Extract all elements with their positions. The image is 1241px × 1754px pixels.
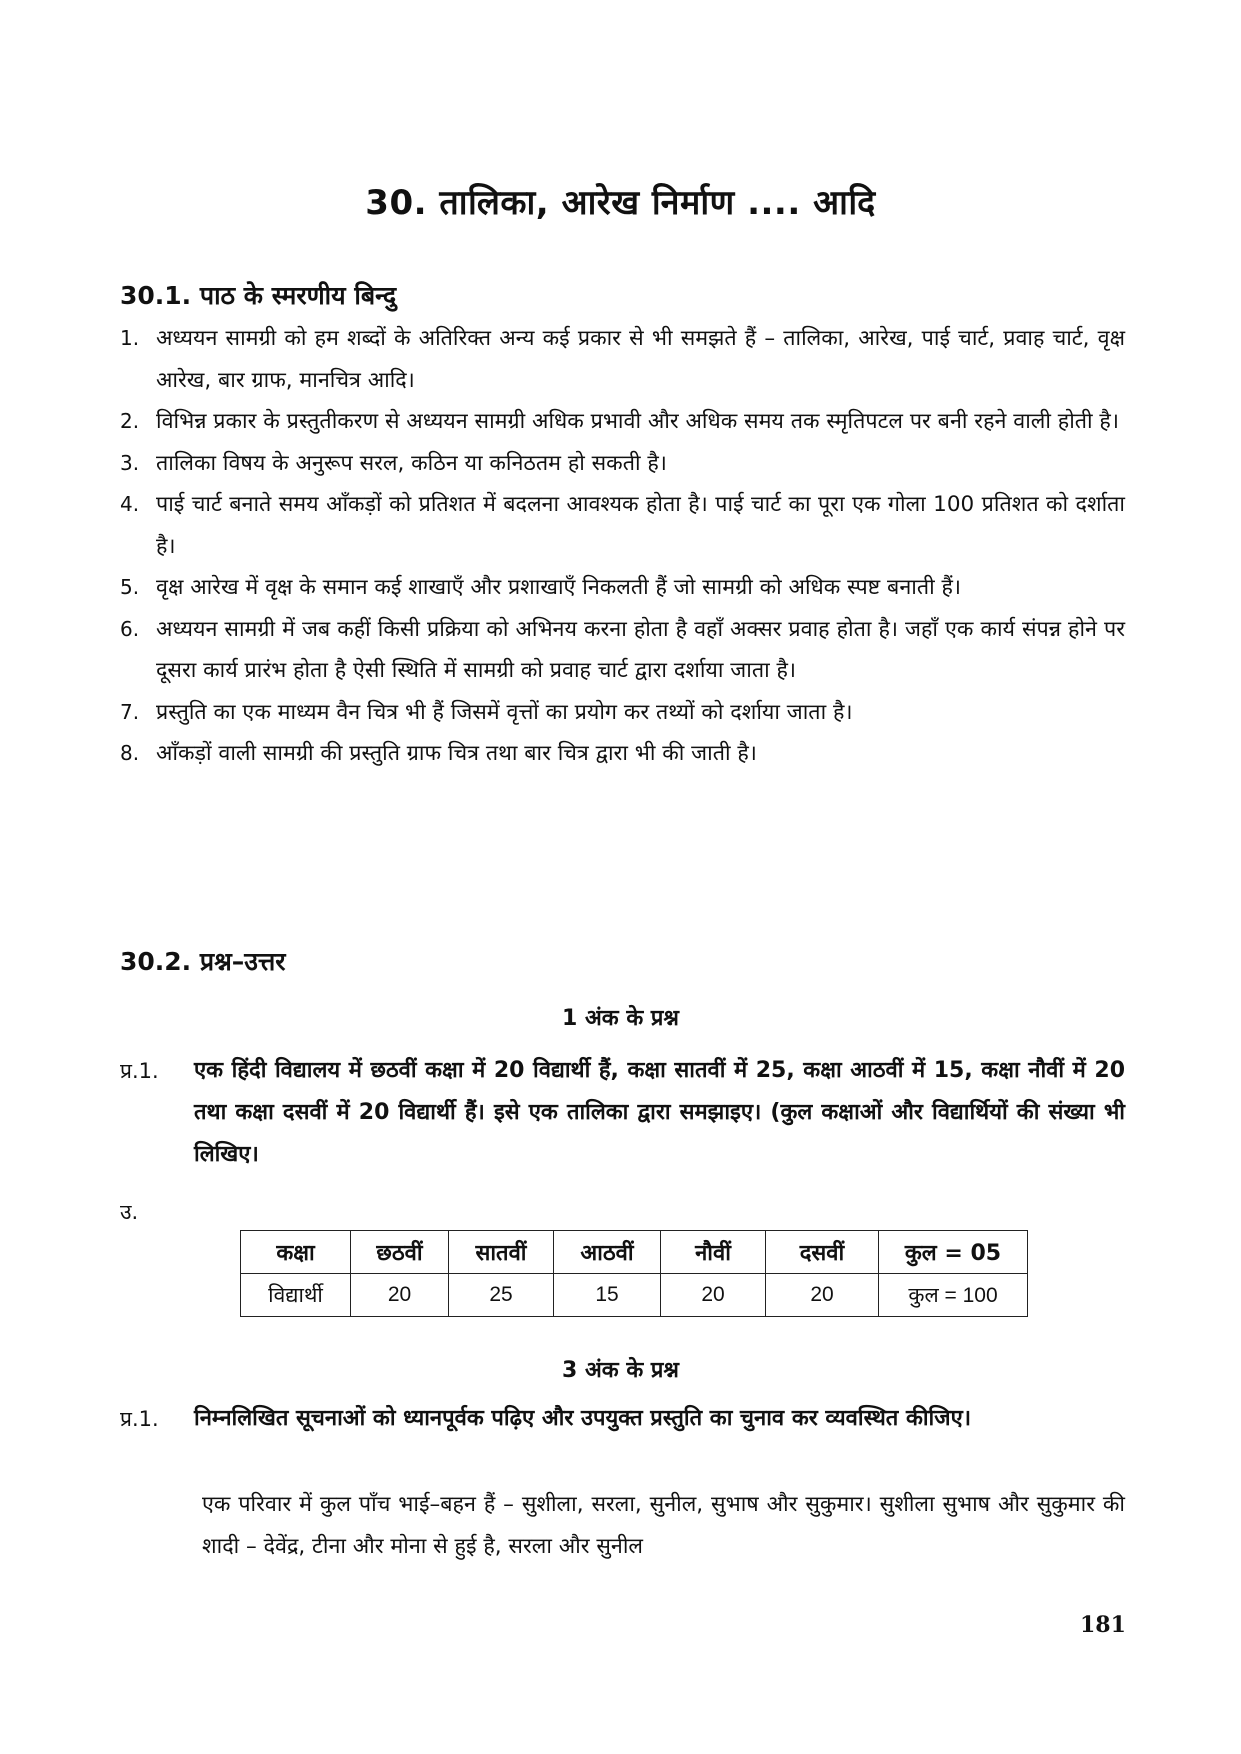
list-item: 8. आँकड़ों वाली सामग्री की प्रस्तुति ग्राफ चित्र तथा बार चित्र द्वारा भी की जाती है। bbox=[120, 741, 757, 766]
question-number: प्र.1. bbox=[120, 1059, 159, 1083]
answer-label: उ. bbox=[120, 1200, 139, 1224]
list-item: 1. अध्ययन सामग्री को हम शब्दों के अतिरिक्त अन्य कई प्रकार से भी समझते हैं – तालिका, आरेख, पाई चार्ट, प्रवाह चार्ट, वृक्ष आरेख, बार ग्राफ, मानचित्र आदि। bbox=[120, 326, 1125, 393]
table-row bbox=[241, 1274, 1028, 1317]
chapter-title: 30. तालिका, आरेख निर्माण .... आदि bbox=[365, 183, 876, 223]
table-cell: 25 bbox=[449, 1274, 554, 1317]
students-table bbox=[240, 1230, 1028, 1317]
table-cell: दसवीं bbox=[766, 1231, 879, 1274]
section-heading-points: 30.1. पाठ के स्मरणीय बिन्दु bbox=[120, 281, 397, 310]
list-item: 6. अध्ययन सामग्री में जब कहीं किसी प्रक्रिया को अभिनय करना होता है वहाँ अक्सर प्रवाह होता है। जहाँ एक कार्य संपन्न होने पर दूसरा कार्य प्रारंभ होता है ऐसी स्थिति में सामग्री को प्रवाह चार्ट द्वारा दर्शाया जाता है। bbox=[120, 616, 1125, 683]
table-cell: 15 bbox=[554, 1274, 661, 1317]
section-heading-qa: 30.2. प्रश्न–उत्तर bbox=[120, 947, 286, 976]
table-cell: 20 bbox=[351, 1274, 449, 1317]
three-mark-heading: 3 अंक के प्रश्न bbox=[562, 1358, 679, 1383]
question-2 bbox=[120, 1398, 1125, 1440]
question-text: निम्नलिखित सूचनाओं को ध्यानपूर्वक पढ़िए और उपयुक्त प्रस्तुति का चुनाव कर व्यवस्थित कीजिए। bbox=[194, 1406, 972, 1431]
memorable-points-list bbox=[120, 318, 1125, 775]
table-cell: छठवीं bbox=[351, 1231, 449, 1274]
table-cell: कुल = 05 bbox=[879, 1231, 1028, 1274]
list-item: 4. पाई चार्ट बनाते समय आँकड़ों को प्रतिशत में बदलना आवश्यक होता है। पाई चार्ट का पूरा एक गोला 100 प्रतिशत को दर्शाता है। bbox=[120, 492, 1125, 559]
table-cell: विद्यार्थी bbox=[241, 1274, 351, 1317]
question-1 bbox=[120, 1050, 1125, 1176]
one-mark-heading: 1 अंक के प्रश्न bbox=[562, 1006, 679, 1031]
list-item: 5. वृक्ष आरेख में वृक्ष के समान कई शाखाएँ और प्रशाखाएँ निकलती हैं जो सामग्री को अधिक स्पष्ट बनाती हैं। bbox=[120, 575, 962, 600]
table-cell: 20 bbox=[661, 1274, 766, 1317]
table-cell: 20 bbox=[766, 1274, 879, 1317]
list-item: 2. विभिन्न प्रकार के प्रस्तुतीकरण से अध्ययन सामग्री अधिक प्रभावी और अधिक समय तक स्मृतिपटल पर बनी रहने वाली होती है। bbox=[120, 409, 1119, 434]
passage bbox=[120, 1484, 1125, 1568]
page-number: 181 bbox=[1080, 1612, 1126, 1638]
list-item: 7. प्रस्तुति का एक माध्यम वैन चित्र भी हैं जिसमें वृत्तों का प्रयोग कर तथ्यों को दर्शाया जाता है। bbox=[120, 699, 853, 725]
table-cell: कुल = 100 bbox=[879, 1274, 1028, 1317]
question-number: प्र.1. bbox=[120, 1407, 159, 1431]
table-cell: कक्षा bbox=[241, 1231, 351, 1274]
question-text: एक हिंदी विद्यालय में छठवीं कक्षा में 20 विद्यार्थी हैं, कक्षा सातवीं में 25, कक्षा आठवीं में 15, कक्षा नौवीं में 20 तथा कक्षा दसवीं में 20 विद्यार्थी हैं। इसे एक तालिका द्वारा समझाइए। (कुल कक्षाओं और विद्यार्थियों की संख्या भी लिखिए। bbox=[194, 1058, 1125, 1167]
table-header-row bbox=[241, 1231, 1028, 1274]
table-cell: आठवीं bbox=[554, 1231, 661, 1274]
list-item: 3. तालिका विषय के अनुरूप सरल, कठिन या कनिठतम हो सकती है। bbox=[120, 450, 667, 476]
table-cell: सातवीं bbox=[449, 1231, 554, 1274]
passage-text: एक परिवार में कुल पाँच भाई–बहन हैं – सुशीला, सरला, सुनील, सुभाष और सुकुमार। सुशीला सुभाष और सुकुमार की शादी – देवेंद्र, टीना और मोना से हुई है, सरला और सुनील bbox=[202, 1492, 1125, 1559]
table-cell: नौवीं bbox=[661, 1231, 766, 1274]
